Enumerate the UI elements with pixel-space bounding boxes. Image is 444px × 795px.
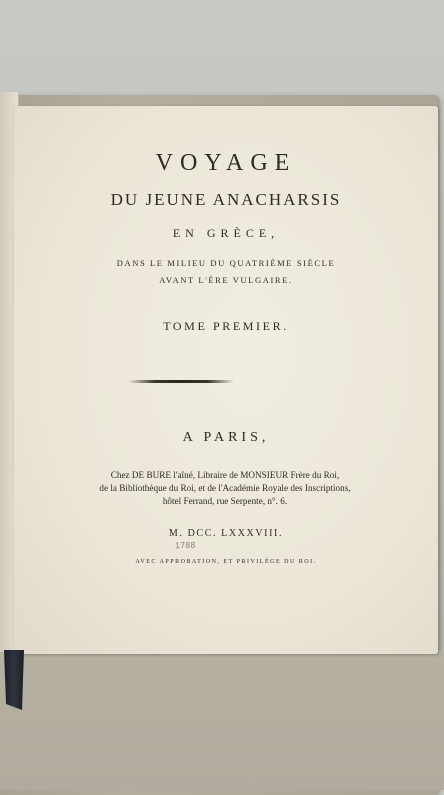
imprint-line-3: hôtel Ferrand, rue Serpente, n°. 6. bbox=[162, 496, 288, 506]
imprint-line-1: Chez DE BURE l'aîné, Libraire de MONSIEUR Frère du Roi, bbox=[110, 470, 340, 480]
handwritten-note: 1788 bbox=[174, 540, 196, 551]
imprint-line-2: de la Bibliothèque du Roi, et de l'Académie Royale des Inscriptions, bbox=[99, 483, 351, 493]
context-line-2: AVANT L'ÈRE VULGAIRE. bbox=[159, 275, 293, 285]
volume-label: TOME PREMIER. bbox=[163, 319, 289, 333]
bookmark-ribbon bbox=[4, 650, 24, 710]
city-line: A PARIS, bbox=[182, 430, 270, 445]
page-subtitle: DU JEUNE ANACHARSIS bbox=[110, 190, 342, 209]
location-line: EN GRÈCE, bbox=[172, 226, 280, 240]
privilege-line: AVEC APPROBATION, ET PRIVILÈGE DU ROI. bbox=[135, 559, 317, 565]
ornamental-rule bbox=[128, 380, 234, 383]
context-line-1: DANS LE MILIEU DU QUATRIÈME SIÈCLE bbox=[116, 258, 336, 268]
page-title: VOYAGE bbox=[155, 150, 297, 176]
book-cover-bottom bbox=[0, 650, 444, 790]
publication-date: M. DCC. LXXXVIII. bbox=[168, 528, 284, 539]
